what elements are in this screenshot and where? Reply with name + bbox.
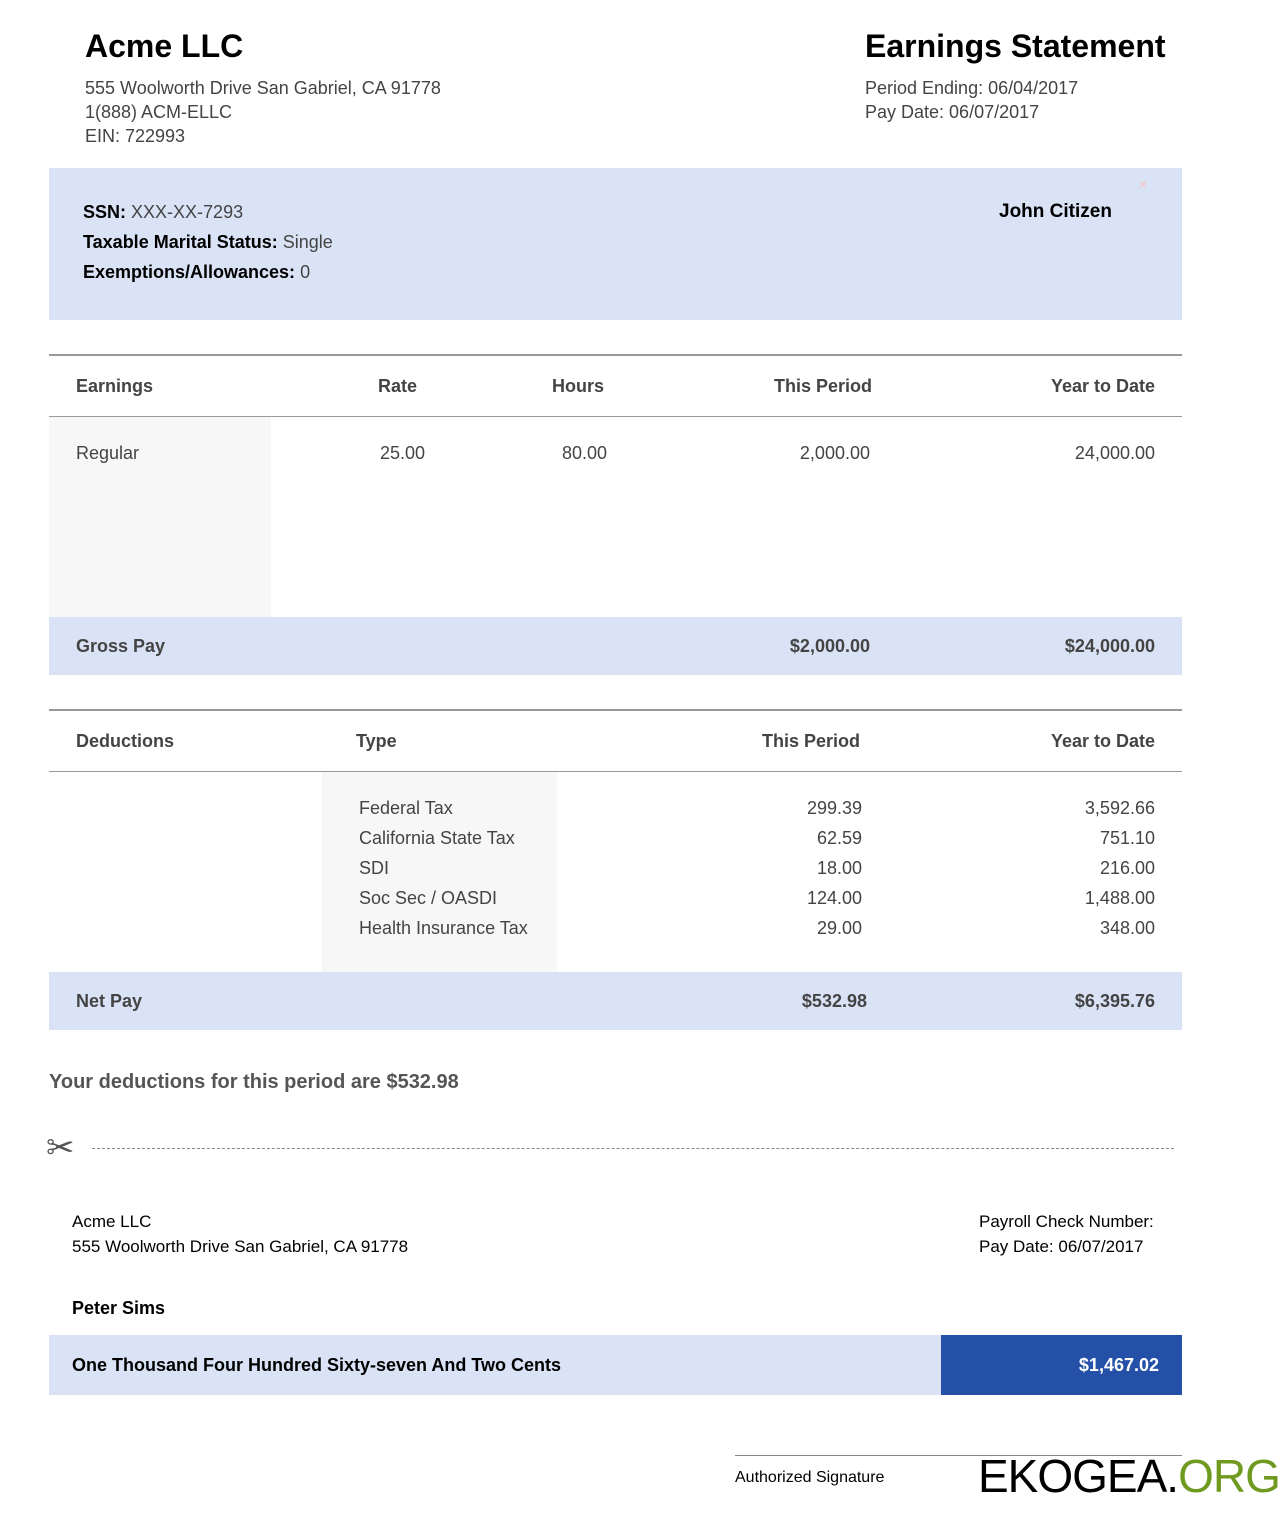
deductions-header-deductions: Deductions [76,731,175,751]
amount-in-words: One Thousand Four Hundred Sixty-seven And Two Cents [72,1355,562,1375]
net-pay-label: Net Pay [76,991,143,1011]
watermark-main: EKOGEA. [978,1450,1179,1502]
earnings-top-rule [49,354,1182,356]
check-company-block [72,1209,408,1259]
employee-info-panel [49,168,1182,320]
exemptions-value: 0 [300,262,311,282]
deductions-top-rule [49,709,1182,711]
deduction-ytd: 348.00 [1099,918,1155,938]
earnings-header-earnings: Earnings [76,376,154,396]
cut-line [92,1148,1174,1149]
marital-status-row [83,232,333,253]
deductions-header-type: Type [356,731,397,751]
decorative-mark-icon: ✕ [1138,178,1149,192]
earnings-row-hours: 80.00 [562,443,608,463]
amount-words-band [49,1335,941,1395]
deduction-this-period: 29.00 [816,918,862,938]
earnings-row-name: Regular [76,443,140,463]
company-name: Acme LLC [85,28,244,64]
deductions-header-ytd: Year to Date [1050,731,1155,751]
gross-pay-ytd: $24,000.00 [1064,636,1155,656]
watermark-suffix: ORG [1178,1450,1280,1502]
earnings-header-ytd: Year to Date [1050,376,1155,396]
employee-name: John Citizen [999,201,1112,222]
signature-label: Authorized Signature [735,1469,885,1486]
check-company-address: 555 Woolworth Drive San Gabriel, CA 91778 [72,1237,409,1256]
earnings-row-ytd: 24,000.00 [1074,443,1155,463]
period-ending: Period Ending: 06/04/2017 [865,78,1079,98]
exemptions-row [83,262,310,283]
ssn-value: XXX-XX-7293 [131,202,244,222]
deduction-ytd: 3,592.66 [1084,798,1155,818]
deductions-header-this-period: This Period [761,731,860,751]
company-address: 555 Woolworth Drive San Gabriel, CA 91778 [85,78,441,98]
payroll-check-number: Payroll Check Number: [979,1212,1154,1231]
deduction-this-period: 18.00 [816,858,862,878]
statement-dates [865,76,1078,124]
earnings-row-this-period: 2,000.00 [799,443,870,463]
deduction-type: California State Tax [359,828,515,848]
statement-title: Earnings Statement [865,28,1166,64]
scissors-icon: ✂ [46,1129,75,1167]
gross-pay-label: Gross Pay [76,636,166,656]
net-pay-this-period: $532.98 [801,991,867,1011]
ssn-label: SSN: [83,202,127,222]
company-phone: 1(888) ACM-ELLC [85,102,233,122]
deductions-header-rule [49,771,1182,772]
pay-date: Pay Date: 06/07/2017 [865,102,1040,122]
deduction-type: Soc Sec / OASDI [359,888,498,908]
deduction-ytd: 751.10 [1099,828,1155,848]
marital-status-value: Single [282,232,333,252]
net-pay-ytd: $6,395.76 [1074,991,1155,1011]
company-contact [85,76,441,148]
check-info-block [979,1209,1154,1259]
earnings-header-hours: Hours [552,376,605,396]
deduction-type: Health Insurance Tax [359,918,528,938]
deduction-this-period: 299.39 [806,798,862,818]
gross-pay-band [49,617,1182,675]
deduction-ytd: 216.00 [1099,858,1155,878]
net-pay-band [49,972,1182,1030]
payee-name: Peter Sims [72,1298,166,1318]
amount-box [941,1335,1182,1395]
deduction-this-period: 124.00 [806,888,862,908]
company-ein: EIN: 722993 [85,126,186,146]
deduction-ytd: 1,488.00 [1084,888,1155,908]
deduction-type: SDI [359,858,390,878]
earnings-header-this-period: This Period [773,376,872,396]
earnings-header-rate: Rate [378,376,418,396]
check-amount: $1,467.02 [1078,1355,1159,1375]
ssn-row [83,202,243,223]
check-pay-date: Pay Date: 06/07/2017 [979,1237,1144,1256]
earnings-row-rate: 25.00 [380,443,426,463]
exemptions-label: Exemptions/Allowances: [83,262,296,282]
deduction-this-period: 62.59 [816,828,862,848]
marital-status-label: Taxable Marital Status: [83,232,278,252]
watermark-logo [978,1450,1280,1502]
deductions-summary: Your deductions for this period are $532.98 [49,1071,459,1093]
gross-pay-this-period: $2,000.00 [789,636,870,656]
check-company-name: Acme LLC [72,1212,152,1231]
deduction-type: Federal Tax [359,798,453,818]
